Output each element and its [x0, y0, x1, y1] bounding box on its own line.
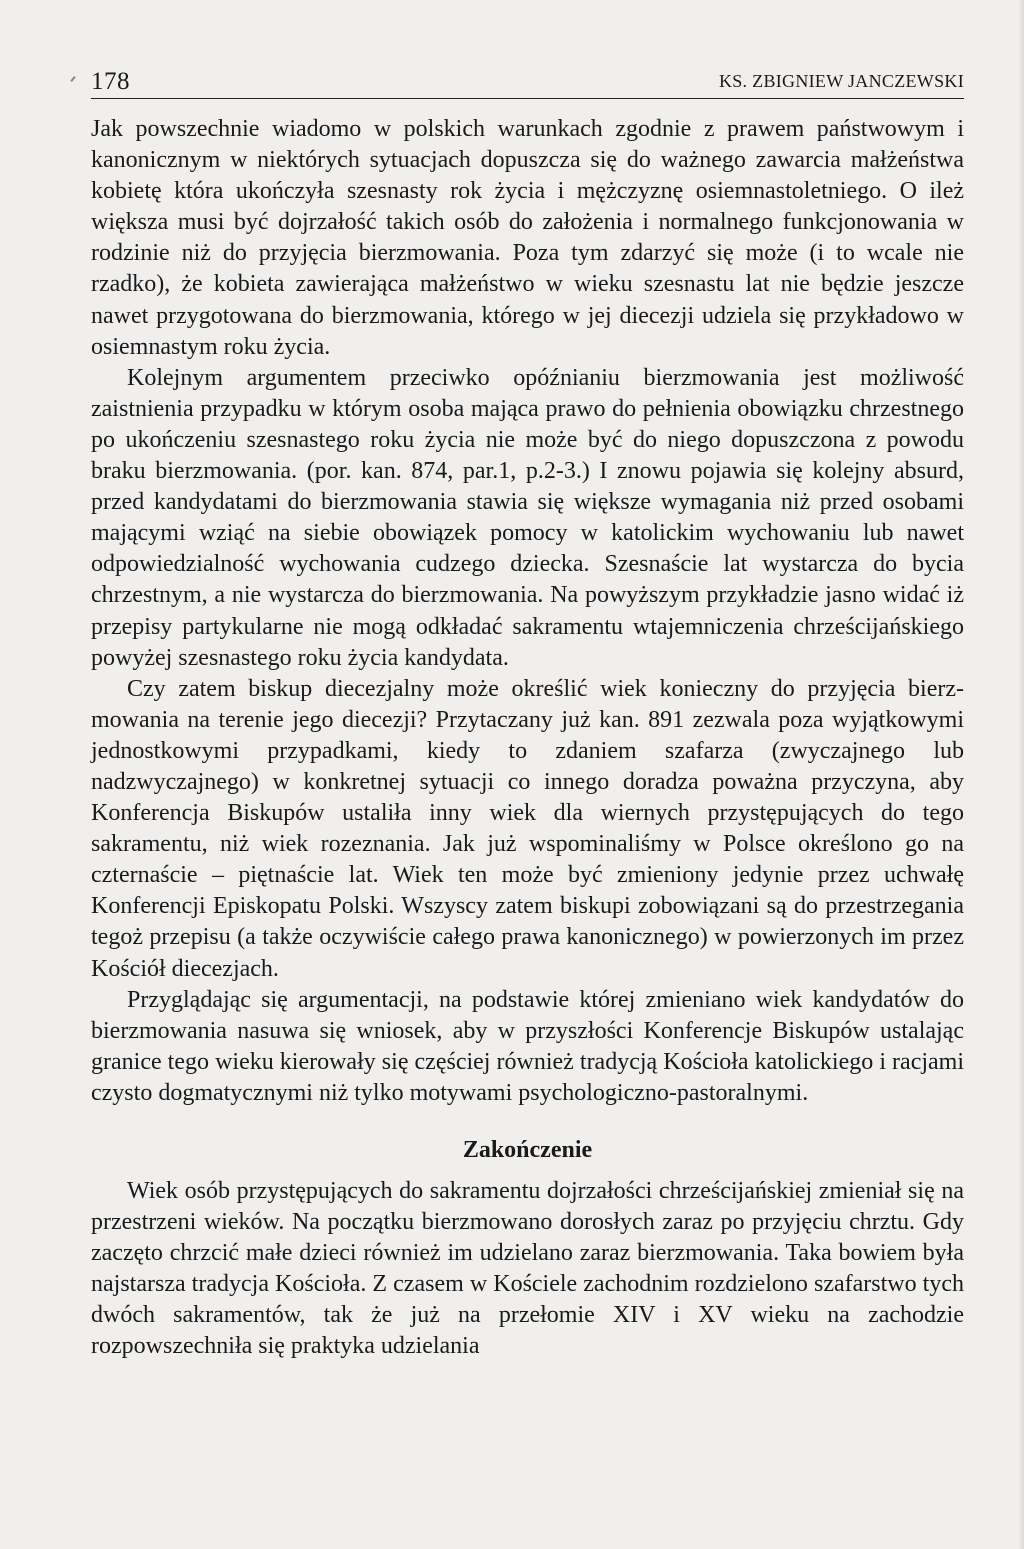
body-text: [91, 114, 964, 1363]
section-heading: Zakończenie: [462, 1137, 593, 1163]
paragraph: Przyglądając się argumentacji, na podstawie której zmieniano wiek kandydatów do bierzmowania nasuwa się wniosek, aby w przyszłości Konferencje Biskupów ustalając granice tego wieku kierowały się częściej również tradycją Kościoła katolickiego i racjami czysto dogmatycznymi niż tylko motywami psychologiczno-pastoralnymi.: [91, 986, 964, 1106]
page-number: 178: [91, 68, 130, 95]
paragraph: Czy zatem biskup diecezjalny może określić wiek konieczny do przyjęcia bierzmowania na terenie jego diecezji? Przytaczany już kan. 891 zezwala poza wyjątkowymi jednostkowymi przypadkami, kiedy to zdaniem szafarza (zwyczajnego lub nadzwyczajnego) w konkretnej sytuacji co innego doradza poważna przyczyna, aby Konferencja Biskupów ustaliła inny wiek dla wiernych przystępujących do tego sakramentu, niż wiek rozeznania. Jak już wspominaliśmy w Polsce określono go na czternaście – piętnaście lat. Wiek ten może być zmieniony jedynie przez uchwałę Konferencji Episkopatu Polski. Wszyscy zatem biskupi zobowiązani są do przestrzegania tegoż przepisu (a także oczywiście całego prawa kanonicznego) w powierzonych im przez Kościół diecezjach.: [91, 675, 964, 982]
scan-mark: [70, 76, 75, 82]
paragraph: Kolejnym argumentem przeciwko opóźnianiu bierzmowania jest możliwość zaistnienia przypadku w którym osoba mająca prawo do pełnienia obowiązku chrzestnego po ukończeniu szesnastego roku życia nie może być do niego dopuszczona z powodu braku bierzmowania. (por. kan. 874, par.1, p.2-3.) I znowu pojawia się kolejny absurd, przed kandydatami do bierzmowania stawia się większe wymagania niż przed osobami mającymi wziąć na siebie obowiązek pomocy w katolickim wychowaniu lub nawet odpowiedzialność wychowania cudzego dziecka. Szesnaście lat wystarcza do bycia chrzestnym, a nie wystarcza do bierzmowania. Na powyższym przykładzie jasno widać iż przepisy partykularne nie mogą odkładać sakramentu wtajemniczenia chrześcijańskiego powyżej szesnastego roku życia kandydata.: [91, 364, 964, 671]
scan-edge-shadow: [1018, 0, 1024, 1549]
paragraph: Jak powszechnie wiadomo w polskich warunkach zgodnie z prawem państwowym i kanonicznym w niektórych sytuacjach dopuszcza się do ważnego zawarcia małżeństwa kobietę która ukończyła szesnasty rok życia i mężczyznę osiemnastoletniego. O ileż większa musi być dojrzałość takich osób do założenia i normalnego funkcjonowania w rodzinie niż do przyjęcia bierzmowania. Poza tym zdarzyć się może (i to wcale nie rzadko), że kobieta zawierająca małżeństwo w wieku szesnastu lat nie będzie jeszcze nawet przygotowana do bierzmowania, którego w jej diecezji udziela się przykładowo w osiemnastym roku życia.: [91, 116, 964, 360]
page-header: [91, 62, 964, 99]
running-head: KS. ZBIGNIEW JANCZEWSKI: [718, 71, 964, 91]
paragraph: Wiek osób przystępujących do sakramentu dojrzałości chrześcijańskiej zmieniał się na przestrzeni wieków. Na początku bierzmowano dorosłych zaraz po przyjęciu chrztu. Gdy zaczęto chrzcić małe dzieci również im udzielano zaraz bierzmowania. Taka bowiem była najstarsza tradycja Kościoła. Z czasem w Kościele zachodnim rozdzielono szafarstwo tych dwóch sakramentów, tak że już na przełomie XIV i XV wieku na zachodzie rozpowszechniła się praktyka udzielania: [91, 1178, 964, 1360]
